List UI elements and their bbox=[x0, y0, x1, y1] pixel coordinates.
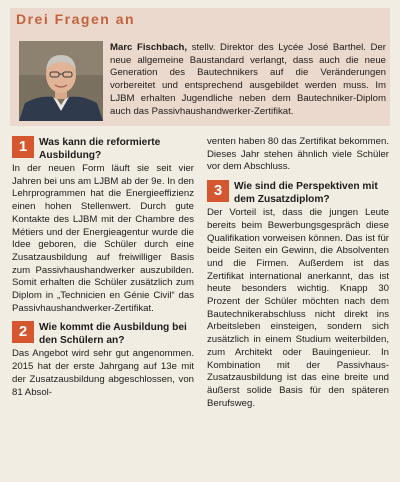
intro-paragraph bbox=[110, 42, 386, 118]
question-2-heading bbox=[12, 321, 194, 347]
question-1-text: Was kann die reformierte Ausbildung? bbox=[39, 137, 161, 161]
question-2-number: 2 bbox=[12, 321, 34, 343]
answer-3-text: Der Vorteil ist, dass die jungen Leute bereits beim Bewerbungsgespräch diese Qualifikation vorweisen können. Das ist für beide Seiten ein Gewinn, die Absolventen und die Firmen. Außerdem ist das Zertifikat international anerkannt, das ist heute besonders wichtig. Knapp 30 Prozent der Schüler möchten nach dem Bautechnikerabschluss nicht direkt ins Arbeitsleben einsteigen, sondern sich zusätzlich in einem Studium weiterbilden, zum Architekt oder Bauingenieur. In Kombination mit der Passivhaus-Zusatzausbildung ist das eine breite und äußerst solide Basis für den späteren Berufsweg. bbox=[207, 207, 389, 409]
question-1-number: 1 bbox=[12, 136, 34, 158]
left-column bbox=[12, 136, 194, 399]
interview-header bbox=[10, 8, 390, 126]
portrait-photo bbox=[19, 41, 103, 121]
question-3-heading bbox=[207, 180, 389, 206]
question-3-number: 3 bbox=[207, 180, 229, 202]
question-2-text: Wie kommt die Ausbildung bei den Schülern an? bbox=[39, 322, 187, 346]
answer-2-continued: venten haben 80 das Zertifikat bekommen. Dieses Jahr stehen ähnlich viele Schüler vor dem Abschluss. bbox=[207, 136, 389, 173]
kicker-title: Drei Fragen an bbox=[16, 11, 136, 27]
intro-text: stellv. Direktor des Lycée José Barthel. Der neue allgemeine Baustandard verlangt, dass auch die neue Generation des Bautechnikers auf die Veränderungen vorbereitet und entsprechend ausgebildet werden muss. Im LJBM erhalten Jugendliche neben dem Bautechniker-Diplom auch das Passivhaushandwerker-Zertifikat. bbox=[110, 42, 386, 117]
intro-name: Marc Fischbach, bbox=[110, 42, 188, 53]
portrait-image bbox=[19, 41, 103, 121]
question-1-heading bbox=[12, 136, 194, 162]
answer-2-text: Das Angebot wird sehr gut angenommen. 2015 hat der erste Jahrgang auf 13e mit der Zusatzausbildung abgeschlossen, von 81 Absol- bbox=[12, 348, 194, 398]
right-column bbox=[207, 136, 389, 410]
answer-1-text: In der neuen Form läuft sie seit vier Jahren bei uns am LJBM ab der 9e. In den Lehrprogrammen hat die Energieeffizienz einen hohen Stellenwert. Durch gute Kontakte des LJBM mit der Chambre des Métiers und der Energieagentur wurde die Idee geboren, die Schüler durch eine Zusatzausbildung auf freiwilliger Basis zum Passivhaushandwerker auszubilden. Somit erhalten die Schüler zusätzlich zum Diplom in „Technicien en Génie Civil“ das Passivhaushandwerker-Zertifikat. bbox=[12, 163, 194, 314]
question-3-text: Wie sind die Perspektiven mit dem Zusatzdiplom? bbox=[234, 181, 378, 205]
